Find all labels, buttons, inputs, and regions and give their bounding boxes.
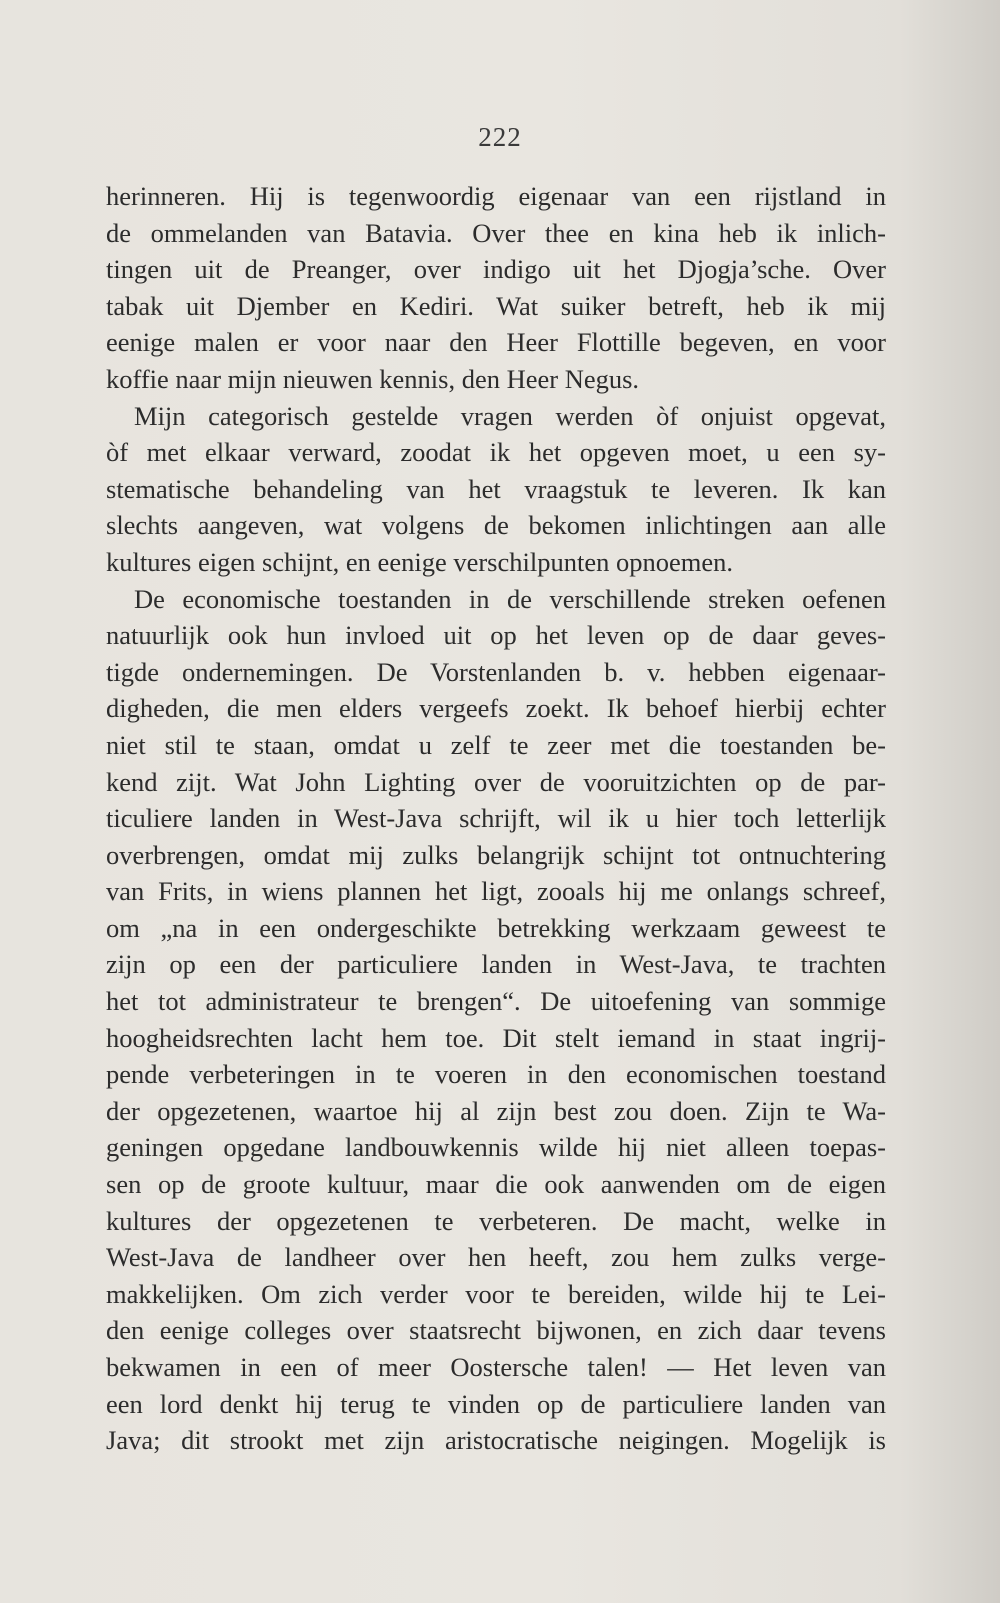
text-line: digheden, die men elders vergeefs zoekt. Ik behoef hierbij echter bbox=[106, 693, 886, 724]
text-line: koffie naar mijn nieuwen kennis, den Heer Negus. bbox=[106, 363, 640, 394]
text-line: het tot administrateur te brengen“. De uitoefening van sommige bbox=[106, 986, 886, 1017]
text-line: eenige malen er voor naar den Heer Flottille begeven, en voor bbox=[106, 327, 886, 358]
text-line: sen op de groote kultuur, maar die ook aanwenden om de eigen bbox=[106, 1169, 886, 1200]
text-line: tigde ondernemingen. De Vorstenlanden b. v. hebben eigenaar- bbox=[106, 656, 886, 687]
text-line: tingen uit de Preanger, over indigo uit het Djogja’sche. Over bbox=[106, 254, 886, 285]
text-line: pende verbeteringen in te voeren in den economischen toestand bbox=[106, 1059, 886, 1090]
page-number: 222 bbox=[478, 122, 522, 152]
text-line: Java; dit strookt met zijn aristocratische neigingen. Mogelijk is bbox=[106, 1425, 886, 1456]
text-line: der opgezetenen, waartoe hij al zijn best zou doen. Zijn te Wa- bbox=[106, 1095, 886, 1126]
text-line: herinneren. Hij is tegenwoordig eigenaar van een rijstland in bbox=[106, 181, 886, 211]
text-line: Mijn categorisch gestelde vragen werden òf onjuist opgevat, bbox=[134, 400, 886, 431]
text-line: stematische behandeling van het vraagstuk te leveren. Ik kan bbox=[106, 473, 886, 504]
text-line: kultures der opgezetenen te verbeteren. De macht, welke in bbox=[106, 1205, 886, 1236]
text-line: natuurlijk ook hun invloed uit op het leven op de daar geves- bbox=[106, 620, 886, 651]
text-line: van Frits, in wiens plannen het ligt, zooals hij me onlangs schreef, bbox=[106, 876, 886, 907]
text-line: de ommelanden van Batavia. Over thee en kina heb ik inlich- bbox=[106, 217, 886, 248]
text-line: kend zijt. Wat John Lighting over de vooruitzichten op de par- bbox=[106, 766, 886, 797]
text-line: zijn op een der particuliere landen in West-Java, te trachten bbox=[106, 949, 886, 980]
text-line: den eenige colleges over staatsrecht bijwonen, en zich daar tevens bbox=[106, 1315, 886, 1346]
text-line: tabak uit Djember en Kediri. Wat suiker betreft, heb ik mij bbox=[106, 290, 886, 321]
text-line: om „na in een ondergeschikte betrekking werkzaam geweest te bbox=[106, 912, 886, 943]
text-line: overbrengen, omdat mij zulks belangrijk schijnt tot ontnuchtering bbox=[106, 839, 886, 870]
text-line: een lord denkt hij terug te vinden op de particuliere landen van bbox=[106, 1388, 886, 1419]
text-line: slechts aangeven, wat volgens de bekomen inlichtingen aan alle bbox=[106, 510, 886, 541]
text-line: hoogheidsrechten lacht hem toe. Dit stelt iemand in staat ingrij- bbox=[106, 1022, 886, 1053]
text-line: geningen opgedane landbouwkennis wilde hij niet alleen toepas- bbox=[106, 1132, 886, 1163]
text-line: niet stil te staan, omdat u zelf te zeer met die toestanden be- bbox=[106, 729, 886, 760]
body-text bbox=[106, 178, 886, 1459]
text-line: De economische toestanden in de verschillende streken oefenen bbox=[134, 583, 886, 614]
text-line: West-Java de landheer over hen heeft, zou hem zulks verge- bbox=[106, 1242, 886, 1273]
text-line: òf met elkaar verward, zoodat ik het opgeven moet, u een sy- bbox=[106, 437, 886, 468]
text-line: makkelijken. Om zich verder voor te bereiden, wilde hij te Lei- bbox=[106, 1278, 886, 1309]
text-line: ticuliere landen in West-Java schrijft, wil ik u hier toch letterlijk bbox=[106, 803, 886, 834]
text-line: kultures eigen schijnt, en eenige verschilpunten opnoemen. bbox=[106, 546, 733, 577]
text-line: bekwamen in een of meer Oostersche talen! — Het leven van bbox=[106, 1352, 886, 1382]
